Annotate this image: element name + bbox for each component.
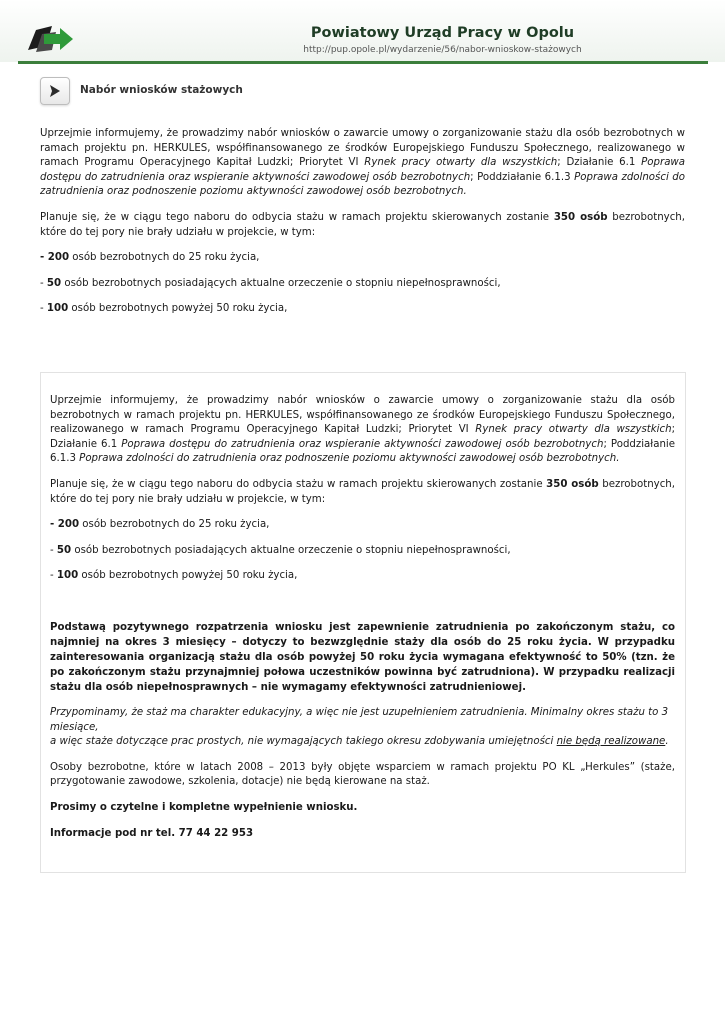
contact-paragraph: Informacje pod nr tel. 77 44 22 953	[50, 827, 254, 839]
bullet-button	[40, 77, 70, 105]
pup-logo-icon	[26, 24, 74, 54]
intro-section	[40, 127, 685, 328]
header-divider	[18, 61, 708, 64]
herkules-paragraph: Osoby bezrobotne, które w latach 2008 – 2013 były objęte wsparciem w ramach projektu PO KL „Herkules” (staże, przygotowanie zawodowe, szkolenia, dotacje) nie będą kierowane na staż.	[50, 761, 675, 788]
arrow-right-icon	[50, 85, 60, 97]
details-box	[40, 372, 686, 873]
plan-paragraph: Planuje się, że w ciągu tego naboru do odbycia stażu w ramach projektu skierowanych zostanie 350 osób bezrobotnych, które do tej pory nie brały udziału w projekcie, w tym:	[40, 211, 685, 238]
condition-paragraph: Podstawą pozytywnego rozpatrzenia wniosku jest zapewnienie zatrudnienia po zakończonym stażu, co najmniej na okres 3 miesięcy – dotyczy to bezwzględnie staży dla osób do 25 roku życia. W przypadku zainteresowania organizacją stażu dla osób powyżej 50 roku życia wymagana efektywność to 50% (tzn. że po zakończonym stażu przynajmniej połowa uczestników powinna być zatrudniona). W przypadku realizacji stażu dla osób niepełnosprawnych – nie wymagamy efektywności zatrudnieniowej.	[50, 621, 675, 693]
list-item: - 100 osób bezrobotnych powyżej 50 roku życia,	[40, 303, 288, 315]
plan-paragraph: Planuje się, że w ciągu tego naboru do odbycia stażu w ramach projektu skierowanych zostanie 350 osób bezrobotnych, które do tej pory nie brały udziału w projekcie, w tym:	[50, 478, 675, 505]
request-paragraph: Prosimy o czytelne i kompletne wypełnienie wniosku.	[50, 801, 358, 813]
list-item: - 200 osób bezrobotnych do 25 roku życia,	[50, 519, 270, 531]
intro-paragraph: Uprzejmie informujemy, że prowadzimy nabór wniosków o zawarcie umowy o zorganizowanie stażu dla osób bezrobotnych w ramach projektu pn. HERKULES, współfinansowanego ze środków Europejskiego Funduszu Społecznego, realizowanego w ramach Programu Operacyjnego Kapitał Ludzki; Priorytet VI Rynek pracy otwarty dla wszystkich; Działanie 6.1 Poprawa dostępu do zatrudnienia oraz wspieranie aktywności zawodowej osób bezrobotnych; Poddziałanie 6.1.3 Poprawa zdolności do zatrudnienia oraz podnoszenie poziomu aktywności zawodowej osób bezrobotnych.	[50, 395, 675, 465]
site-url[interactable]: http://pup.opole.pl/wydarzenie/56/nabor-wnioskow-stażowych	[303, 45, 582, 55]
page-title: Nabór wniosków stażowych	[80, 84, 243, 96]
reminder-paragraph: Przypominamy, że staż ma charakter edukacyjny, a więc nie jest uzupełnieniem zatrudnienia. Minimalny okres stażu to 3 miesiące, a więc staże dotyczące prac prostych, nie wymagających takiego okresu zdobywania umiejętności nie będą realizowane.	[50, 706, 669, 748]
intro-paragraph: Uprzejmie informujemy, że prowadzimy nabór wniosków o zawarcie umowy o zorganizowanie stażu dla osób bezrobotnych w ramach projektu pn. HERKULES, współfinansowanego ze środków Europejskiego Funduszu Społecznego, realizowanego w ramach Programu Operacyjnego Kapitał Ludzki; Priorytet VI Rynek pracy otwarty dla wszystkich; Działanie 6.1 Poprawa dostępu do zatrudnienia oraz wspieranie aktywności zawodowej osób bezrobotnych; Poddziałanie 6.1.3 Poprawa zdolności do zatrudnienia oraz podnoszenie poziomu aktywności zawodowej osób bezrobotnych.	[40, 128, 686, 198]
list-item: - 50 osób bezrobotnych posiadających aktualne orzeczenie o stopniu niepełnosprawności,	[50, 544, 511, 556]
list-item: - 100 osób bezrobotnych powyżej 50 roku życia,	[50, 570, 298, 582]
site-header	[0, 0, 725, 62]
list-item: - 200 osób bezrobotnych do 25 roku życia,	[40, 252, 260, 264]
site-title: Powiatowy Urząd Pracy w Opolu	[310, 25, 575, 41]
details-content	[50, 394, 675, 852]
list-item: - 50 osób bezrobotnych posiadających aktualne orzeczenie o stopniu niepełnosprawności,	[40, 277, 501, 289]
